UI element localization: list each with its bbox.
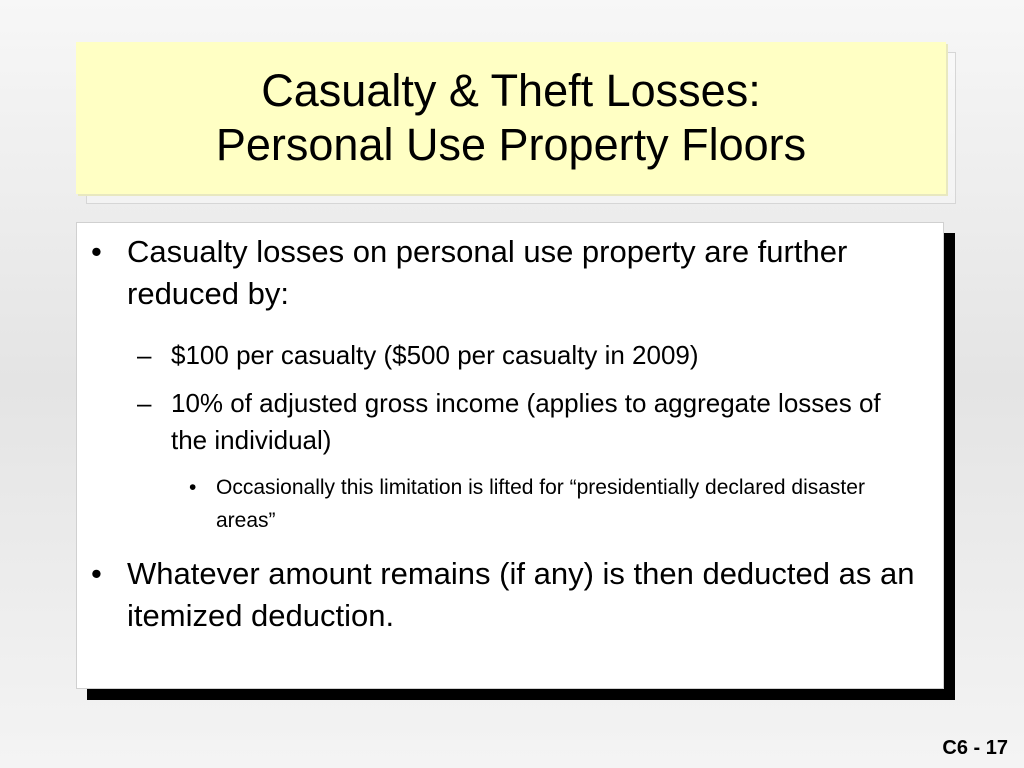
dash-marker: –	[137, 388, 152, 418]
sub-sub-bullet-item	[189, 471, 889, 537]
title-line-1: Casualty & Theft Losses:	[261, 65, 761, 116]
bullet-marker: •	[91, 556, 102, 591]
bullet-text: Whatever amount remains (if any) is then deducted as an itemized deduction.	[127, 556, 915, 633]
bullet-marker: •	[189, 476, 197, 499]
sub-bullet-item	[137, 337, 917, 374]
content-panel	[76, 222, 944, 689]
sub-bullet-text: $100 per casualty ($500 per casualty in 2009)	[171, 340, 699, 370]
bullet-item	[91, 231, 931, 315]
bullet-text: Casualty losses on personal use property are further reduced by:	[127, 234, 848, 311]
dash-marker: –	[137, 340, 152, 370]
sub-bullet-item	[137, 385, 917, 459]
slide-number: C6 - 17	[942, 737, 1008, 759]
bullet-item	[91, 553, 931, 637]
sub-sub-bullet-text: Occasionally this limitation is lifted for “presidentially declared disaster areas”	[216, 476, 865, 532]
slide-title	[76, 42, 946, 194]
bullet-marker: •	[91, 234, 102, 269]
sub-bullet-text: 10% of adjusted gross income (applies to aggregate losses of the individual)	[171, 388, 881, 455]
title-line-2: Personal Use Property Floors	[215, 119, 807, 170]
